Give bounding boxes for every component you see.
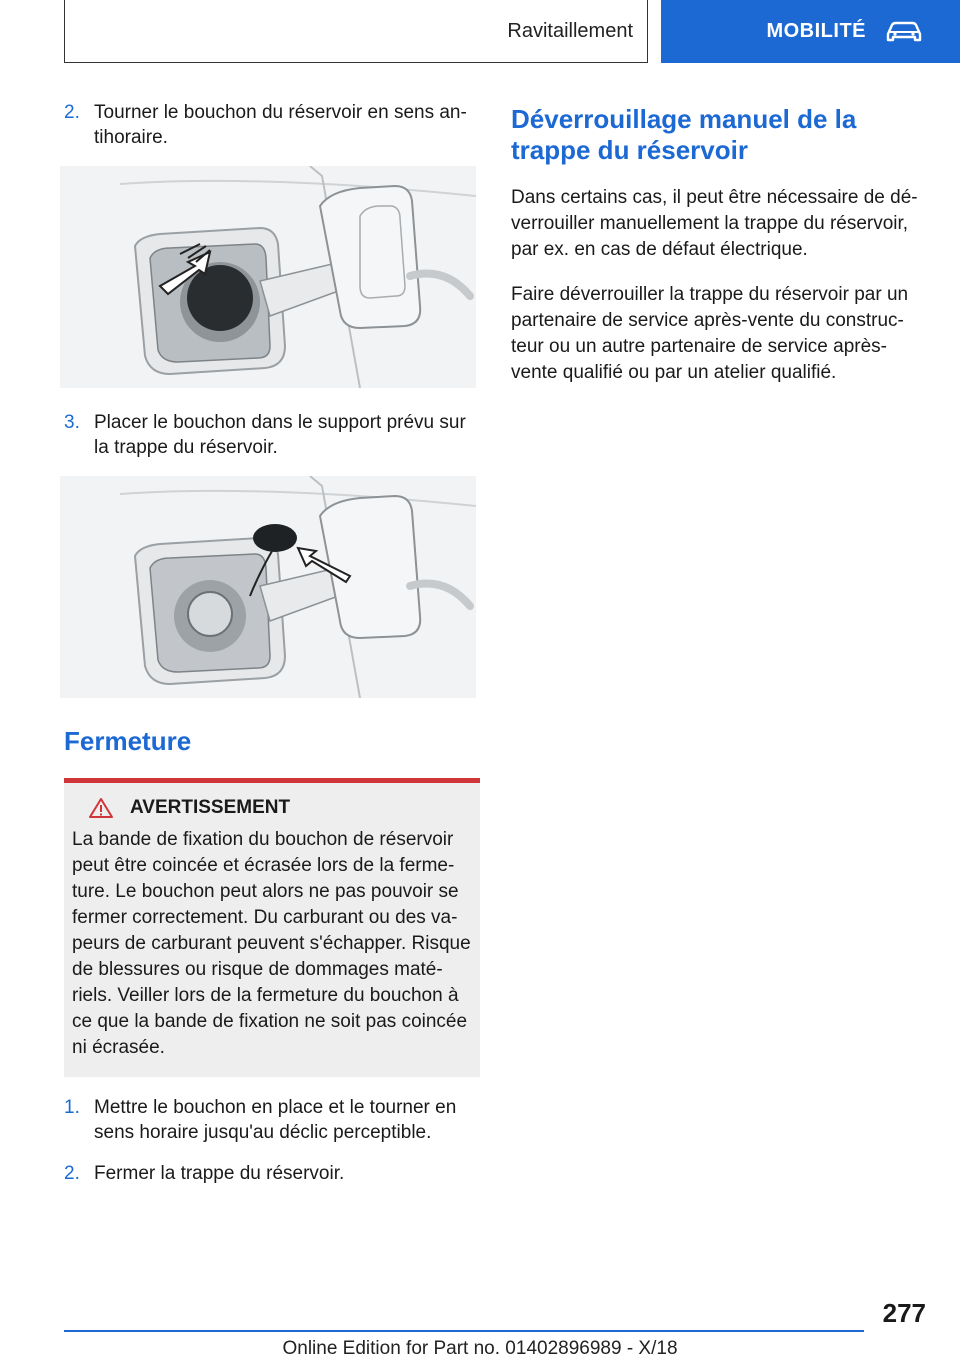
header-section: MOBILITÉ — [766, 20, 866, 42]
step-number: 2. — [64, 102, 80, 123]
header-topic-box — [64, 0, 648, 63]
paragraph-1: Dans certains cas, il peut être nécessaire de dé-verrouiller manuellement la trappe du réservoir, par ex. en cas de défaut électrique. — [511, 187, 918, 260]
section-title-deverrouillage: Déverrouillage manuel de la trappe du réservoir — [511, 104, 857, 165]
left-column — [64, 100, 480, 1202]
step-2 — [64, 100, 480, 150]
paragraph-2: Faire déverrouiller la trappe du réservoir par un partenaire de service après-vente du construc-teur ou un autre partenaire de service après-vente qualifié ou par un atelier qualifié. — [511, 284, 909, 383]
step-3 — [64, 410, 480, 460]
figure-cap-holder — [60, 476, 476, 698]
warning-triangle-icon — [88, 797, 114, 819]
step-number: 1. — [64, 1097, 80, 1118]
close-step-1 — [64, 1095, 480, 1145]
section-title-fermeture: Fermeture — [64, 726, 192, 756]
car-icon — [884, 21, 924, 43]
header-topic: Ravitaillement — [507, 19, 633, 42]
figure-turn-fuel-cap — [60, 166, 476, 388]
step-text: Fermer la trappe du réservoir. — [94, 1163, 345, 1184]
close-step-2 — [64, 1161, 480, 1186]
warning-title: AVERTISSEMENT — [130, 797, 291, 818]
footer-edition[interactable]: Online Edition for Part no. 01402896989 - X/18 — [282, 1338, 678, 1359]
warning-text: La bande de fixation du bouchon de réservoir peut être coincée et écrasée lors de la ferme-ture. Le bouchon peut alors ne pas pouvoir se fermer correctement. Du carburant ou des va-peurs de carburant peuvent s'échapper. Risque de blessures ou risque de dommages maté-riels. Veiller lors de la fermeture du bouchon à ce que la bande de fixation ne soit pas coincée ni écrasée. — [72, 829, 471, 1058]
step-number: 2. — [64, 1163, 80, 1184]
step-text: Mettre le bouchon en place et le tourner en sens horaire jusqu'au déclic perceptible. — [94, 1097, 457, 1143]
step-text: Tourner le bouchon du réservoir en sens an-tihoraire. — [94, 102, 467, 148]
header-section-tab[interactable] — [661, 0, 960, 63]
footer-divider — [64, 1330, 864, 1332]
warning-box — [64, 783, 480, 1077]
page-number: 277 — [882, 1298, 926, 1328]
step-number: 3. — [64, 412, 80, 433]
right-column — [511, 100, 921, 394]
step-text: Placer le bouchon dans le support prévu sur la trappe du réservoir. — [94, 412, 466, 458]
